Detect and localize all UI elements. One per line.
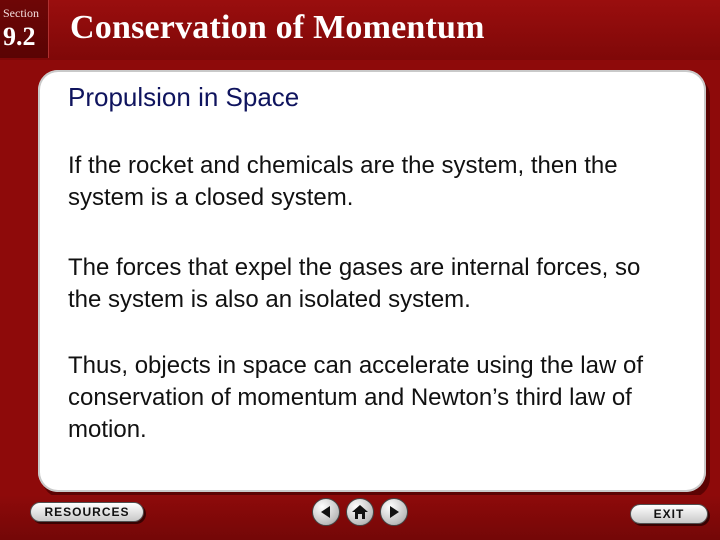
slide-subtitle: Propulsion in Space <box>68 82 300 112</box>
paragraph-1: If the rocket and chemicals are the system, then the system is a closed system. <box>68 152 618 211</box>
home-icon <box>347 499 373 525</box>
paragraph-2: The forces that expel the gases are internal forces, so the system is also an isolated system. <box>68 254 641 313</box>
paragraph-3: Thus, objects in space can accelerate using the law of conservation of momentum and Newton’s third law of motion. <box>68 352 643 443</box>
back-button[interactable] <box>312 498 340 526</box>
resources-button[interactable]: RESOURCES <box>30 502 144 522</box>
section-label: Section <box>3 6 39 20</box>
back-arrow-icon <box>313 499 339 525</box>
section-number: 9.2 <box>3 22 36 51</box>
page-title: Conservation of Momentum <box>70 9 485 46</box>
exit-button[interactable]: EXIT <box>630 504 708 524</box>
section-badge <box>0 0 49 58</box>
home-button[interactable] <box>346 498 374 526</box>
forward-button[interactable] <box>380 498 408 526</box>
forward-arrow-icon <box>381 499 407 525</box>
